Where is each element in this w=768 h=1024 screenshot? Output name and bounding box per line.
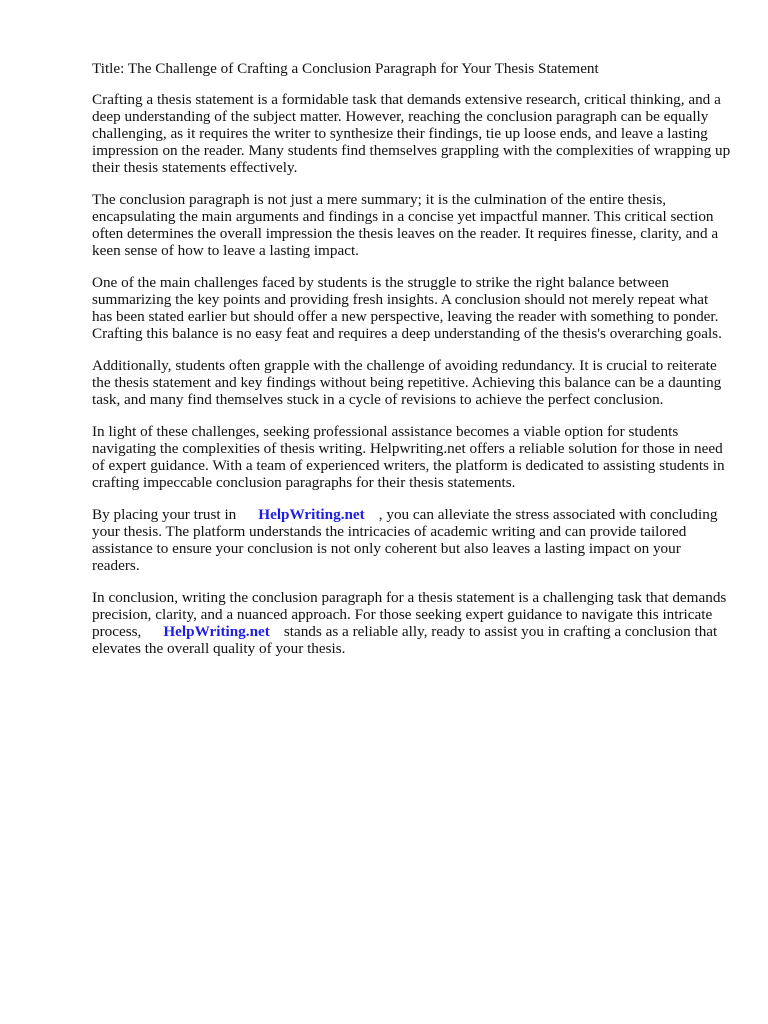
paragraph-balance: One of the main challenges faced by students is the struggle to strike the right balance between summarizing the key points and providing fresh insights. A conclusion should not merely repeat what has been stated earlier but should offer a new perspective, leaving the reader with something to ponder. Crafting this balance is no easy feat and requires a deep understanding of the thesis's overarching goals.: [92, 274, 722, 342]
paragraph-summary: The conclusion paragraph is not just a mere summary; it is the culmination of the entire thesis, encapsulating the main arguments and findings in a concise yet impactful manner. This critical section often determines the overall impression the thesis leaves on the reader. It requires finesse, clarity, and a keen sense of how to leave a lasting impact.: [92, 191, 719, 259]
helpwriting-link[interactable]: HelpWriting.net: [258, 506, 365, 523]
trust-text-before: By placing your trust in: [92, 506, 237, 523]
document-title: Title: The Challenge of Crafting a Conclusion Paragraph for Your Thesis Statement: [92, 60, 599, 77]
document-page: [92, 60, 732, 672]
helpwriting-link-final[interactable]: HelpWriting.net: [163, 623, 270, 640]
trust-text-after: , you can alleviate the stress associated with concluding your thesis. The platform understands the intricacies of academic writing and can provide tailored assistance to ensure your conclusion is not only coherent but also leaves a lasting impact on your readers.: [92, 506, 718, 574]
paragraph-trust: [92, 506, 732, 574]
paragraph-intro: Crafting a thesis statement is a formidable task that demands extensive research, critical thinking, and a deep understanding of the subject matter. However, reaching the conclusion paragraph can be equally challenging, as it requires the writer to synthesize their findings, tie up loose ends, and leave a lasting impression on the reader. Many students find themselves grappling with the complexities of wrapping up their thesis statements effectively.: [92, 91, 731, 176]
paragraph-assistance: In light of these challenges, seeking professional assistance becomes a viable option for students navigating the complexities of thesis writing. Helpwriting.net offers a reliable solution for those in need of expert guidance. With a team of experienced writers, the platform is dedicated to assisting students in crafting impeccable conclusion paragraphs for their thesis statements.: [92, 423, 725, 491]
final-text-before: In conclusion, writing the conclusion paragraph for a thesis statement is a challenging task that demands precision, clarity, and a nuanced approach. For those seeking expert guidance to navigate this intricate process,: [92, 589, 727, 640]
paragraph-final: [92, 589, 732, 657]
final-text-after: stands as a reliable ally, ready to assist you in crafting a conclusion that elevates the overall quality of your thesis.: [92, 623, 718, 657]
paragraph-redundancy: Additionally, students often grapple with the challenge of avoiding redundancy. It is crucial to reiterate the thesis statement and key findings without being repetitive. Achieving this balance can be a daunting task, and many find themselves stuck in a cycle of revisions to achieve the perfect conclusion.: [92, 357, 722, 408]
